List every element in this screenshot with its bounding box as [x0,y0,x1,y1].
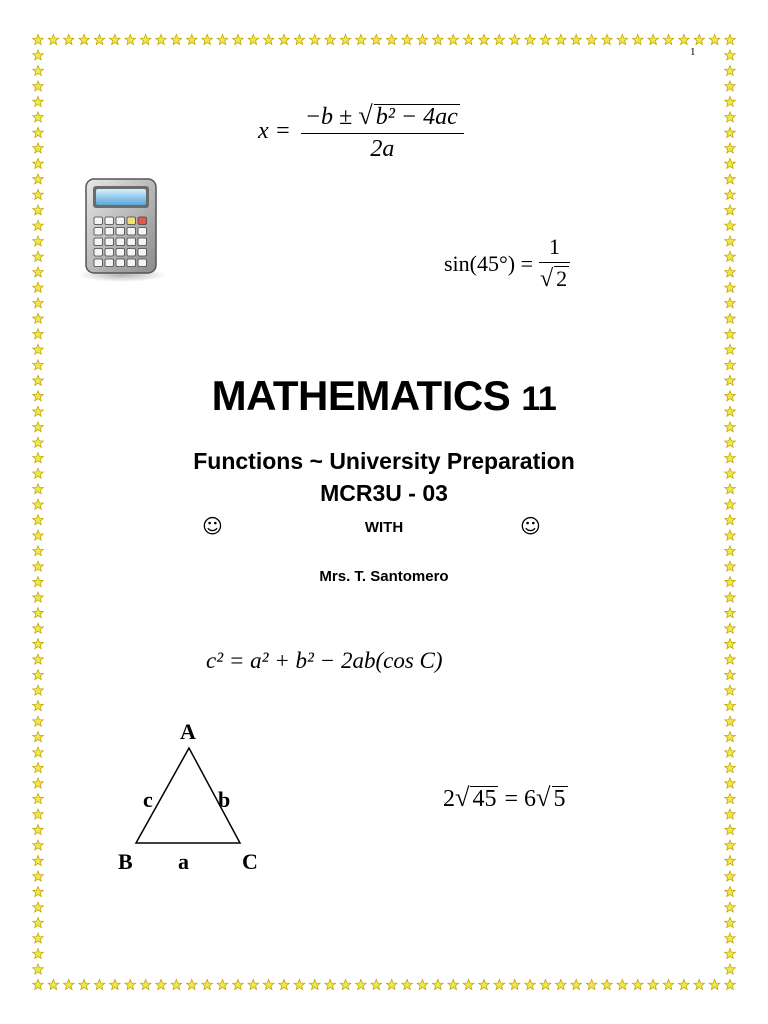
star-icon [33,329,44,339]
star-icon [725,422,736,432]
star-icon [325,979,336,989]
star-icon [140,979,151,989]
star-icon [33,964,44,974]
star-icon [725,50,736,60]
star-icon [171,34,182,44]
star-icon [340,979,351,989]
title-text: MATHEMATICS [211,372,511,419]
star-icon [725,809,736,819]
quadratic-numerator-prefix: −b ± [304,104,353,130]
star-icon [48,979,59,989]
sine-radicand: 2 [556,266,568,291]
smiley-icon-right: ☺ [520,514,541,538]
sine-lhs: sin(45°) = [444,250,534,276]
star-icon [33,623,44,633]
star-icon [33,143,44,153]
quadratic-fraction [301,100,464,163]
star-icon [279,979,290,989]
star-icon [433,34,444,44]
star-icon [725,96,736,106]
star-icon [33,608,44,618]
star-icon [725,329,736,339]
calculator-key [94,228,103,236]
star-icon [602,34,613,44]
star-icon [556,34,567,44]
star-icon [33,189,44,199]
star-icon [33,902,44,912]
star-icon [33,127,44,137]
star-icon [725,127,736,137]
radical-equation [443,782,568,813]
star-icon [186,979,197,989]
star-icon [33,855,44,865]
star-icon [725,174,736,184]
calculator-key [116,238,125,246]
star-icon [94,34,105,44]
star-icon [309,979,320,989]
sine-formula [444,234,570,293]
calculator-key [105,217,114,225]
star-icon [33,546,44,556]
star-icon [448,34,459,44]
star-icon [725,623,736,633]
star-icon [725,205,736,215]
star-icon [33,174,44,184]
star-icon [140,34,151,44]
calculator-key [105,238,114,246]
radical-radicand-left: 45 [472,786,497,812]
calculator-key [138,238,147,246]
star-icon [33,979,44,989]
star-icon [494,34,505,44]
star-icon [617,34,628,44]
star-icon [371,979,382,989]
star-icon [33,236,44,246]
calculator-key [138,259,147,267]
star-icon [725,732,736,742]
star-icon [156,979,167,989]
radical-equals: = [504,786,519,812]
star-icon [725,979,736,989]
star-icon [525,979,536,989]
calculator-key [94,259,103,267]
quadratic-denominator: 2a [370,136,395,162]
star-icon [725,716,736,726]
star-icon [263,979,274,989]
star-icon [33,592,44,602]
triangle-side-a: a [178,849,189,874]
star-icon [340,34,351,44]
star-icon [33,763,44,773]
calculator-key [116,228,125,236]
star-icon [725,933,736,943]
star-icon [33,360,44,370]
star-icon [725,917,736,927]
radical-coef-right: 6 [524,786,537,812]
star-icon [356,34,367,44]
star-icon [33,158,44,168]
star-icon [202,979,213,989]
star-icon [509,34,520,44]
radical-sign: √ [358,100,373,130]
star-icon [33,220,44,230]
star-icon [417,979,428,989]
calculator-icon [76,176,168,284]
star-icon [217,979,228,989]
star-icon [79,979,90,989]
calculator-key [94,217,103,225]
star-icon [679,34,690,44]
sine-denominator [540,263,569,293]
with-label: WITH [364,519,404,536]
star-icon [479,979,490,989]
star-icon [725,701,736,711]
calculator-key [105,259,114,267]
calculator-key [116,217,125,225]
star-icon [648,979,659,989]
triangle-side-b: b [218,787,231,812]
star-icon [725,948,736,958]
star-icon [725,65,736,75]
star-icon [33,685,44,695]
star-icon [556,979,567,989]
star-icon [294,34,305,44]
star-icon [33,794,44,804]
star-icon [571,979,582,989]
triangle-side-c: c [143,787,153,812]
star-icon [33,778,44,788]
star-icon [33,50,44,60]
star-icon [725,236,736,246]
star-icon [217,34,228,44]
star-icon [33,809,44,819]
star-icon [709,979,720,989]
star-icon [156,34,167,44]
page-number: 1 [690,46,696,58]
calculator-key [138,217,147,225]
quadratic-lhs: x = [258,118,291,144]
star-icon [648,34,659,44]
star-icon [725,112,736,122]
star-icon [725,313,736,323]
radical-sign: √ [539,265,554,292]
star-icon [494,979,505,989]
star-icon [233,34,244,44]
star-icon [63,979,74,989]
calculator-key [116,259,125,267]
star-icon [33,422,44,432]
star-icon [186,34,197,44]
star-icon [33,112,44,122]
calculator-key [127,217,136,225]
calculator-key [116,249,125,257]
star-icon [356,979,367,989]
star-icon [725,794,736,804]
radical-radicand-right: 5 [553,786,566,812]
star-icon [725,886,736,896]
star-icon [248,34,259,44]
calculator-key [127,238,136,246]
star-icon [125,34,136,44]
quadratic-numerator [301,100,464,134]
quadratic-radicand: b² − 4ac [375,104,458,130]
calculator-key [94,249,103,257]
sine-numerator: 1 [539,234,570,263]
star-icon [694,979,705,989]
star-icon [433,979,444,989]
star-icon [725,670,736,680]
star-icon [417,34,428,44]
star-icon [463,979,474,989]
star-icon [663,979,674,989]
star-icon [33,701,44,711]
cosine-law-text: c² = a² + b² − 2ab(cos C) [206,648,443,673]
radical-sign: √ [536,782,551,812]
star-icon [725,763,736,773]
star-icon [94,979,105,989]
star-icon [509,979,520,989]
star-icon [33,824,44,834]
star-icon [725,778,736,788]
radical-coef-left: 2 [443,786,455,812]
star-icon [725,871,736,881]
star-icon [248,979,259,989]
star-icon [725,360,736,370]
course-subtitle: Functions ~ University Preparation [193,448,575,474]
star-icon [632,34,643,44]
title-number: 11 [521,380,557,418]
star-icon [725,267,736,277]
star-icon [263,34,274,44]
star-icon [33,96,44,106]
star-icon [233,979,244,989]
star-icon [725,964,736,974]
calculator-key [105,249,114,257]
smiley-icon-left: ☺ [202,514,223,538]
calculator-key [127,259,136,267]
star-icon [540,979,551,989]
star-icon [663,34,674,44]
star-icon [679,979,690,989]
star-icon [279,34,290,44]
calculator-key [127,228,136,236]
star-icon [33,747,44,757]
star-icon [725,34,736,44]
star-icon [709,34,720,44]
star-icon [571,34,582,44]
star-icon [33,34,44,44]
star-icon [386,979,397,989]
triangle-vertex-b: B [118,849,133,874]
star-icon [33,344,44,354]
star-icon [725,592,736,602]
star-icon [479,34,490,44]
star-icon [33,205,44,215]
star-icon [202,34,213,44]
star-icon [586,979,597,989]
star-icon [325,34,336,44]
star-icon [725,639,736,649]
star-icon [448,979,459,989]
star-icon [294,979,305,989]
star-icon [725,546,736,556]
star-icon [725,220,736,230]
star-icon [33,917,44,927]
star-icon [125,979,136,989]
star-icon [586,34,597,44]
quadratic-formula [258,100,464,163]
star-icon [110,979,121,989]
star-icon [725,902,736,912]
star-icon [602,979,613,989]
calculator-key [105,228,114,236]
star-icon [725,143,736,153]
star-icon [33,871,44,881]
star-icon [110,34,121,44]
star-icon [725,344,736,354]
cosine-law [206,648,443,674]
star-icon [33,251,44,261]
star-icon [386,34,397,44]
star-icon [33,732,44,742]
course-code: MCR3U - 03 [320,480,448,506]
star-icon [33,670,44,680]
star-icon [33,298,44,308]
star-icon [725,189,736,199]
radical-sign: √ [455,782,470,812]
star-icon [33,437,44,447]
star-icon [33,933,44,943]
star-icon [33,313,44,323]
star-icon [463,34,474,44]
triangle-vertex-a: A [180,719,196,744]
star-icon [33,282,44,292]
star-icon [33,948,44,958]
star-icon [371,34,382,44]
star-icon [632,979,643,989]
calculator-key [127,249,136,257]
star-icon [540,34,551,44]
star-icon [33,81,44,91]
star-icon [725,654,736,664]
triangle-vertex-c: C [242,849,258,874]
calculator-key [138,228,147,236]
star-icon [48,34,59,44]
star-icon [694,34,705,44]
star-icon [725,685,736,695]
star-icon [725,855,736,865]
star-icon [402,34,413,44]
star-icon [725,437,736,447]
star-icon [33,65,44,75]
star-icon [309,34,320,44]
page-title [0,372,768,420]
sine-fraction [539,234,570,293]
star-icon [525,34,536,44]
teacher-name: Mrs. T. Santomero [319,568,449,585]
star-icon [725,840,736,850]
star-icon [33,886,44,896]
star-icon [725,251,736,261]
star-icon [617,979,628,989]
star-icon [725,158,736,168]
star-icon [725,81,736,91]
star-icon [725,298,736,308]
star-icon [725,824,736,834]
calculator-key [94,238,103,246]
star-icon [79,34,90,44]
star-icon [33,654,44,664]
star-icon [171,979,182,989]
star-icon [33,716,44,726]
star-icon [63,34,74,44]
star-icon [725,747,736,757]
star-icon [402,979,413,989]
star-icon [33,267,44,277]
calculator-key [138,249,147,257]
star-icon [33,639,44,649]
star-icon [725,282,736,292]
star-icon [725,608,736,618]
star-icon [33,840,44,850]
